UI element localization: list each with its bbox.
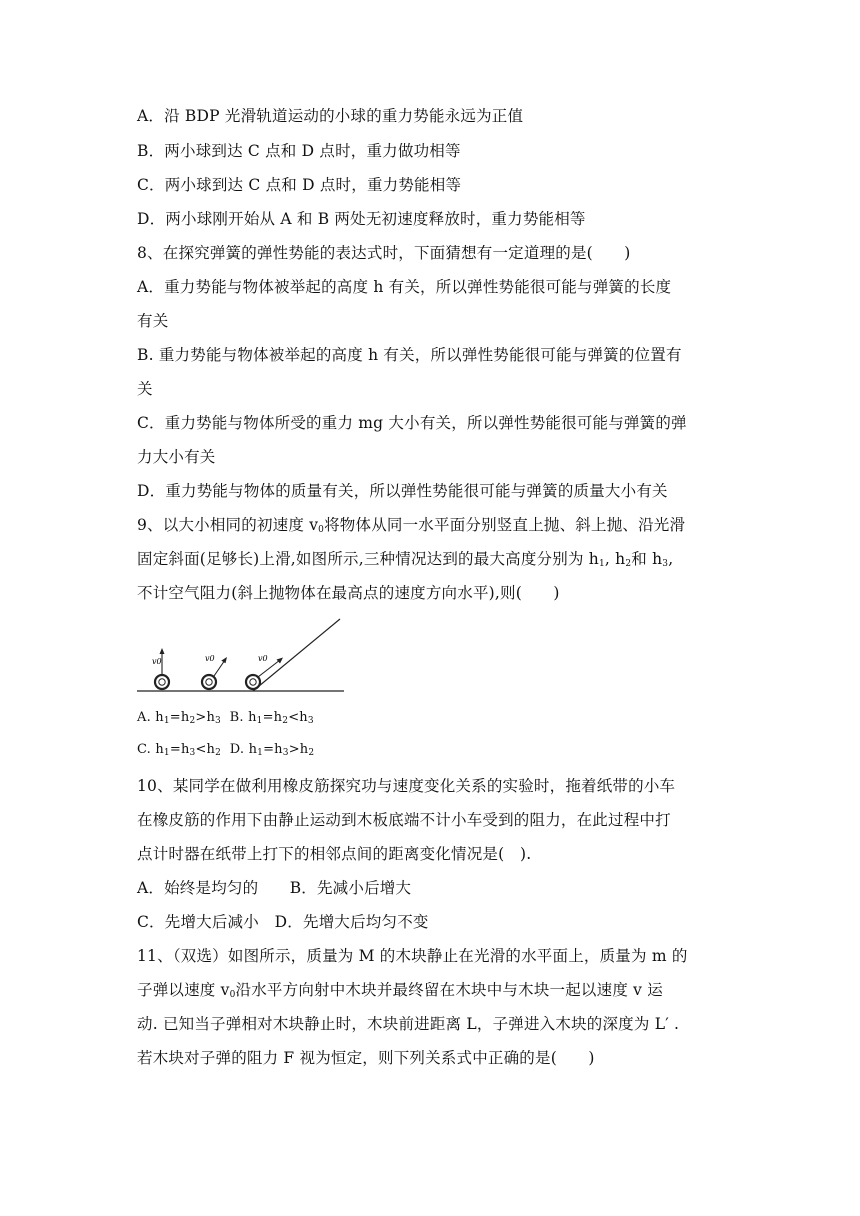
q10-stem-line2: 在橡皮筋的作用下由静止运动到木板底端不计小车受到的阻力，在此过程中打 <box>137 811 671 829</box>
q11-stem-line2: 子弹以速度 $v_0$沿水平方向射中木块并最终留在木块中与木块一起以速度 v 运 <box>137 981 663 1000</box>
q9-stem-line1: 9、以大小相同的初速度 $v_0$将物体从同一水平面分别竖直上抛、斜上抛、沿光滑 <box>137 516 686 535</box>
q9-motion-figure <box>137 613 352 698</box>
velocity-label: v0 <box>152 657 162 666</box>
q8-option-d: D．重力势能与物体的质量有关，所以弹性势能很可能与弹簧的质量大小有关 <box>137 482 668 500</box>
q10-options-cd: C．先增大后减小 D．先增大后均匀不变 <box>137 913 429 931</box>
q10-stem-line3: 点计时器在纸带上打下的相邻点间的距离变化情况是( ). <box>137 845 532 863</box>
q8-option-a-line1: A．重力势能与物体被举起的高度 h 有关，所以弹性势能很可能与弹簧的长度 <box>137 278 672 296</box>
q11-stem-line4: 若木块对子弹的阻力 F 视为恒定，则下列关系式中正确的是( ) <box>137 1049 595 1067</box>
q8-option-b-line1: B. 重力势能与物体被举起的高度 h 有关，所以弹性势能很可能与弹簧的位置有 <box>137 346 682 364</box>
q8-option-b-line2: 关 <box>137 380 153 398</box>
q7-option-a: A．沿 BDP 光滑轨道运动的小球的重力势能永远为正值 <box>137 107 524 125</box>
q9-stem-line2: 固定斜面(足够长)上滑,如图所示,三种情况达到的最大高度分别为 $h_1$, $h_2$和 $h_3$, <box>137 550 674 569</box>
q11-stem-line1: 11、（双选）如图所示，质量为 M 的木块静止在光滑的水平面上，质量为 m 的 <box>137 947 688 965</box>
q7-option-c: C．两小球到达 C 点和 D 点时，重力势能相等 <box>137 176 462 194</box>
q8-stem: 8、在探究弹簧的弹性势能的表达式时，下面猜想有一定道理的是( ) <box>137 244 631 262</box>
q9-options-ab: A. $h_1=h_2>h_3$ B. $h_1=h_2<h_3$ <box>137 710 314 726</box>
ball-on-incline <box>246 619 340 691</box>
q9-options-cd: C. $h_1=h_3<h_2$ D. $h_1=h_3>h_2$ <box>137 742 315 758</box>
q10-stem-line1: 10、某同学在做利用橡皮筋探究功与速度变化关系的实验时，拖着纸带的小车 <box>137 777 676 795</box>
q11-stem-line3: 动. 已知当子弹相对木块静止时，木块前进距离 L，子弹进入木块的深度为 L′ . <box>137 1015 680 1033</box>
q8-option-a-line2: 有关 <box>137 312 169 330</box>
ball-vertical-throw <box>152 648 169 689</box>
q9-stem-line3: 不计空气阻力(斜上抛物体在最高点的速度方向水平),则( ) <box>137 584 560 602</box>
q7-option-b: B．两小球到达 C 点和 D 点时，重力做功相等 <box>137 142 461 160</box>
ball-oblique-throw <box>202 654 227 689</box>
q8-option-c-line1: C．重力势能与物体所受的重力 mg 大小有关，所以弹性势能很可能与弹簧的弹 <box>137 414 687 432</box>
velocity-label: v0 <box>205 654 215 663</box>
velocity-label: v0 <box>258 654 268 663</box>
q10-options-ab: A．始终是均匀的 B．先减小后增大 <box>137 879 412 897</box>
q7-option-d: D．两小球刚开始从 A 和 B 两处无初速度释放时，重力势能相等 <box>137 210 586 228</box>
q8-option-c-line2: 力大小有关 <box>137 448 216 466</box>
